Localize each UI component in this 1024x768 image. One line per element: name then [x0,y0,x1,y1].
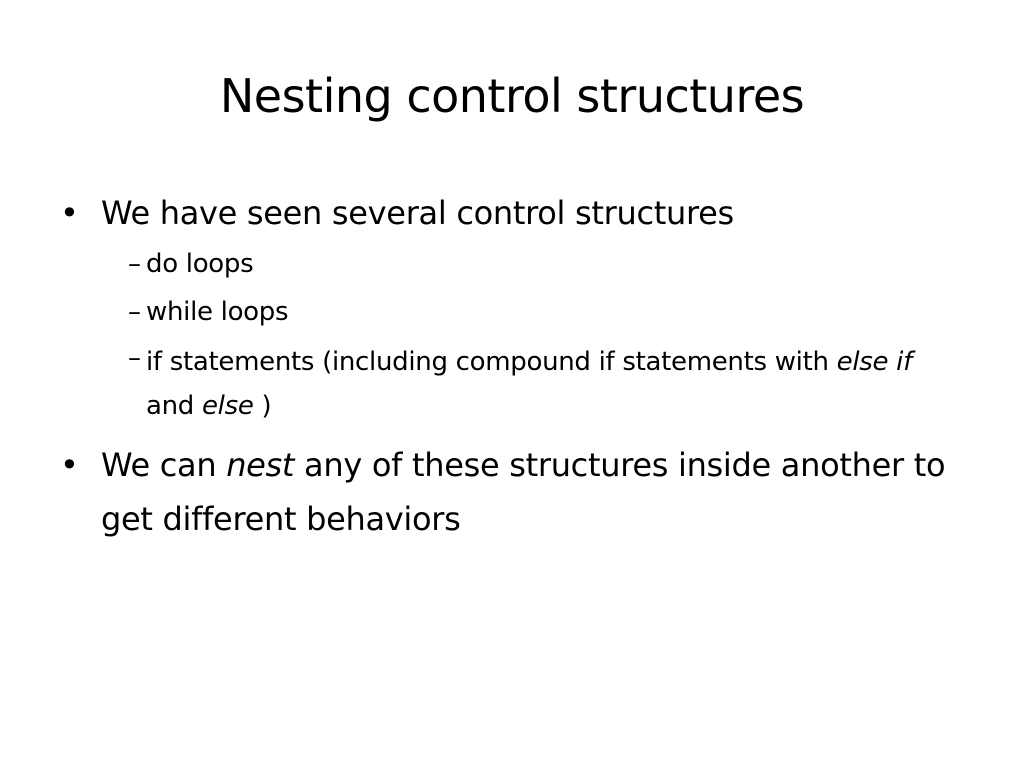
bullet-text: We can nest any of these structures inside another to get different behaviors [101,446,946,538]
sub-bullet-item [60,288,960,336]
bullet-text: We have seen several control structures [101,194,734,232]
bullet-icon: • [60,194,79,232]
bullet-item [60,186,960,240]
bullet-icon: • [60,446,79,484]
dash-icon: – [128,343,141,373]
emphasis-text: else if [836,347,912,377]
slide-body [60,186,960,546]
emphasis-text: else [201,391,254,421]
bullet-item [60,438,960,546]
dash-icon: – [128,297,141,327]
sub-bullet-text: while loops [146,297,289,327]
sub-bullet-item [60,336,960,428]
slide-title: Nesting control structures [219,69,805,123]
sub-bullet-text: do loops [146,249,254,279]
emphasis-text: nest [226,446,295,484]
sub-bullet-text: if statements (including compound if statements with else if and else ) [146,347,912,421]
dash-icon: – [128,249,141,279]
sub-bullet-item [60,240,960,288]
